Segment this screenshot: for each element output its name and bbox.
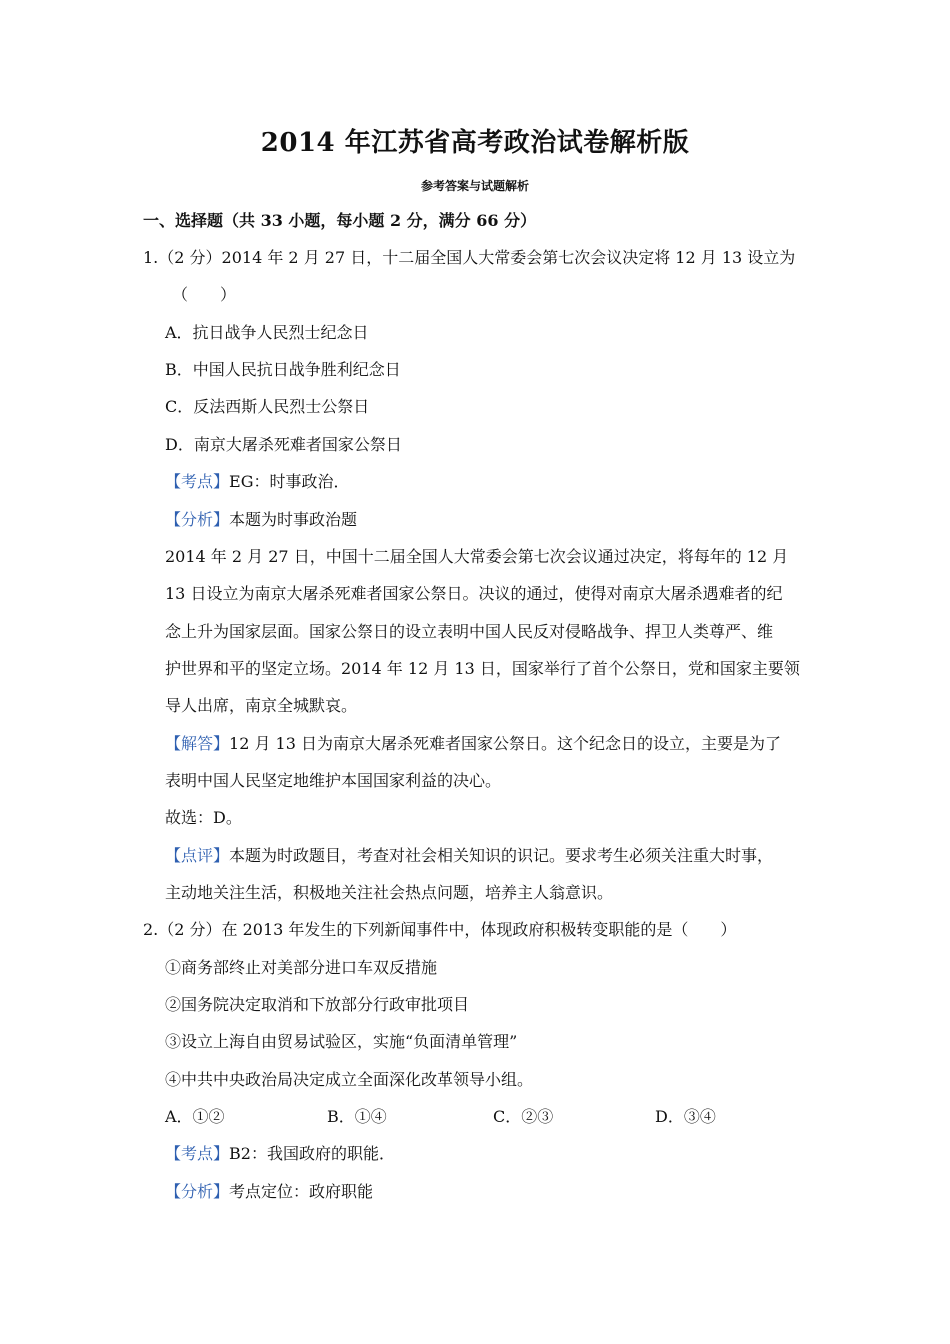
q1-dianping-line2: 主动地关注生活，积极地关注社会热点问题，培养主人翁意识。 [165,883,614,902]
q1-analysis-line: 护世界和平的坚定立场。2014 年 12 月 13 日，国家举行了首个公祭日，党和国家主要领 [165,659,800,678]
q2-item-3: ③设立上海自由贸易试验区，实施“负面清单管理” [165,1032,518,1051]
q2-kaodian [165,1143,395,1165]
q1-option-a: A．抗日战争人民烈士纪念日 [165,323,369,342]
q1-analysis-line: 2014 年 2 月 27 日，中国十二届全国人大常委会第七次会议通过决定，将每年的 12 月 [165,547,789,566]
kaodian-tag: 【考点】 [165,1144,230,1163]
q1-analysis-line: 13 日设立为南京大屠杀死难者国家公祭日。决议的通过，使得对南京大屠杀遇难者的纪 [165,584,783,603]
dianping-tag: 【点评】 [165,846,230,865]
q2-option-b: B．①④ [327,1107,387,1126]
q2-stem: 2.（2 分）在 2013 年发生的下列新闻事件中，体现政府积极转变职能的是（ ） [143,920,737,939]
q2-option-a: A．①② [165,1107,225,1126]
q1-kaodian [165,471,349,493]
jieda-text: 12 月 13 日为南京大屠杀死难者国家公祭日。这个纪念日的设立，主要是为了 [229,734,781,753]
fenxi-text: 本题为时事政治题 [229,510,358,529]
q1-dianping [165,845,773,867]
q2-fenxi [165,1181,373,1203]
page-subtitle: 参考答案与试题解析 [420,179,529,193]
page-title: 2014 年江苏省高考政治试卷解析版 [260,128,690,158]
kaodian-tag: 【考点】 [165,472,230,491]
q2-option-c: C．②③ [493,1107,554,1126]
q1-answer: 故选：D。 [165,808,242,827]
fenxi-text: 考点定位：政府职能 [229,1182,374,1201]
fenxi-tag: 【分析】 [165,1182,230,1201]
q1-fenxi [165,509,357,531]
section-heading: 一、选择题（共 33 小题，每小题 2 分，满分 66 分） [143,211,537,230]
q1-jieda-line2: 表明中国人民坚定地维护本国国家利益的决心。 [165,771,502,790]
q1-jieda [165,733,781,755]
kaodian-text: EG：时事政治． [229,472,350,491]
dianping-text: 本题为时政题目，考查对社会相关知识的识记。要求考生必须关注重大时事， [229,846,774,865]
kaodian-text: B2：我国政府的职能． [229,1144,395,1163]
jieda-tag: 【解答】 [165,734,230,753]
q2-item-1: ①商务部终止对美部分进口车双反措施 [165,958,438,977]
q1-stem-line2: （ ） [172,285,237,304]
q1-option-c: C．反法西斯人民烈士公祭日 [165,397,370,416]
fenxi-tag: 【分析】 [165,510,230,529]
q1-analysis-line: 念上升为国家层面。国家公祭日的设立表明中国人民反对侵略战争、捍卫人类尊严、维 [165,622,774,641]
q1-option-d: D．南京大屠杀死难者国家公祭日 [165,435,402,454]
q2-item-2: ②国务院决定取消和下放部分行政审批项目 [165,995,470,1014]
q1-stem-line1: 1.（2 分）2014 年 2 月 27 日，十二届全国人大常委会第七次会议决定将 12 月 13 设立为 [143,248,796,267]
q2-item-4: ④中共中央政治局决定成立全面深化改革领导小组。 [165,1070,534,1089]
q1-analysis-line: 导人出席，南京全城默哀。 [165,696,358,715]
q2-option-d: D．③④ [655,1107,716,1126]
q1-option-b: B．中国人民抗日战争胜利纪念日 [165,360,401,379]
